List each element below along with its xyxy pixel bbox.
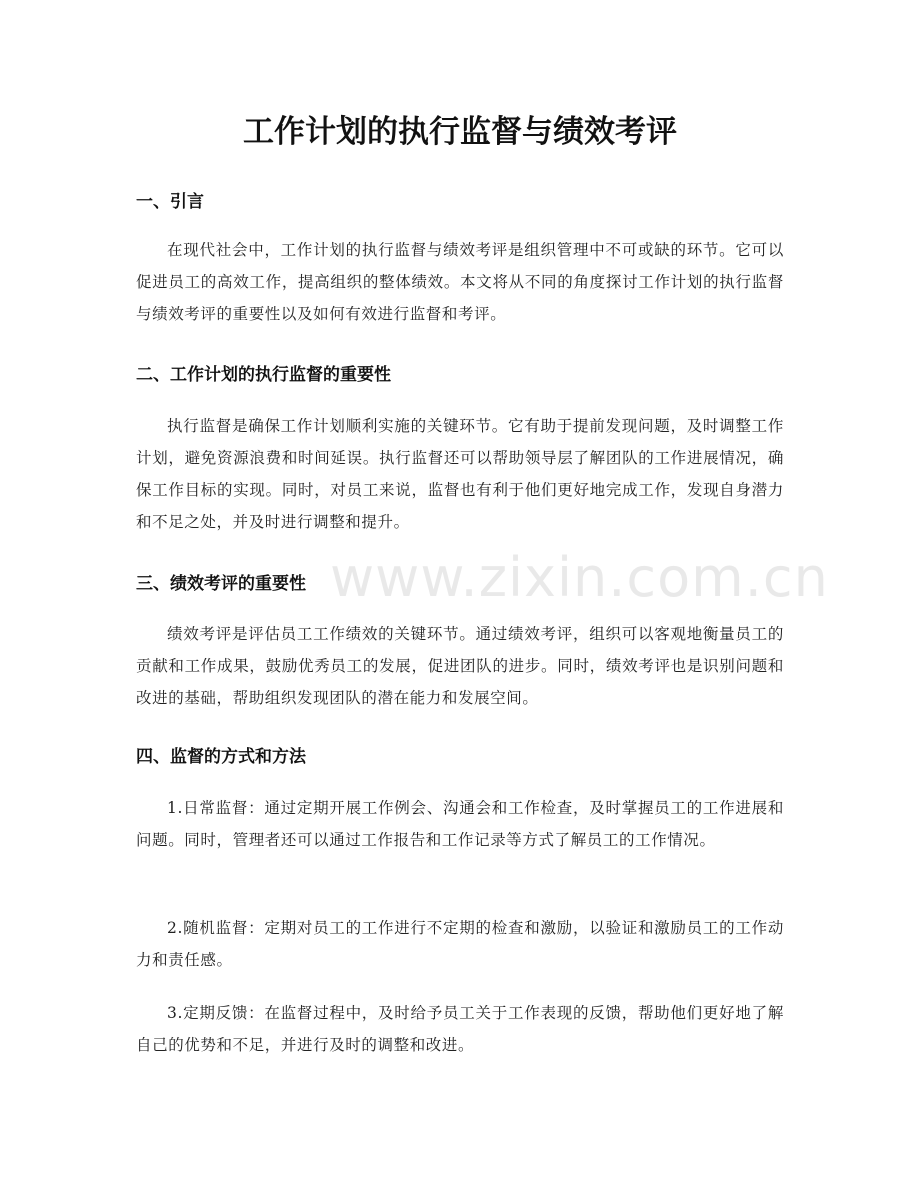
list-item-regular-feedback: 3.定期反馈：在监督过程中，及时给予员工关于工作表现的反馈，帮助他们更好地了解自己的优势和不足，并进行及时的调整和改进。 <box>136 1004 784 1054</box>
list-item-daily-supervision: 1.日常监督：通过定期开展工作例会、沟通会和工作检查，及时掌握员工的工作进展和问题。同时，管理者还可以通过工作报告和工作记录等方式了解员工的工作情况。 <box>136 799 784 849</box>
paragraph-supervision-importance: 执行监督是确保工作计划顺利实施的关键环节。它有助于提前发现问题，及时调整工作计划，避免资源浪费和时间延误。执行监督还可以帮助领导层了解团队的工作进展情况，确保工作目标的实现。同时，对员工来说，监督也有利于他们更好地完成工作，发现自身潜力和不足之处，并及时进行调整和提升。 <box>136 417 784 531</box>
document-title: 工作计划的执行监督与绩效考评 <box>243 114 677 150</box>
section-heading-introduction: 一、引言 <box>136 192 204 212</box>
paragraph-introduction: 在现代社会中，工作计划的执行监督与绩效考评是组织管理中不可或缺的环节。它可以促进员工的高效工作，提高组织的整体绩效。本文将从不同的角度探讨工作计划的执行监督与绩效考评的重要性以及如何有效进行监督和考评。 <box>136 241 784 323</box>
watermark-text: www.zixin.com.cn <box>330 546 829 609</box>
list-item-random-supervision: 2.随机监督：定期对员工的工作进行不定期的检查和激励，以验证和激励员工的工作动力和责任感。 <box>136 919 784 969</box>
paragraph-appraisal-importance: 绩效考评是评估员工工作绩效的关键环节。通过绩效考评，组织可以客观地衡量员工的贡献和工作成果，鼓励优秀员工的发展，促进团队的进步。同时，绩效考评也是识别问题和改进的基础，帮助组织发现团队的潜在能力和发展空间。 <box>136 625 784 707</box>
section-heading-appraisal-importance: 三、绩效考评的重要性 <box>136 574 306 594</box>
section-heading-supervision-methods: 四、监督的方式和方法 <box>136 747 306 767</box>
section-heading-supervision-importance: 二、工作计划的执行监督的重要性 <box>136 365 391 385</box>
